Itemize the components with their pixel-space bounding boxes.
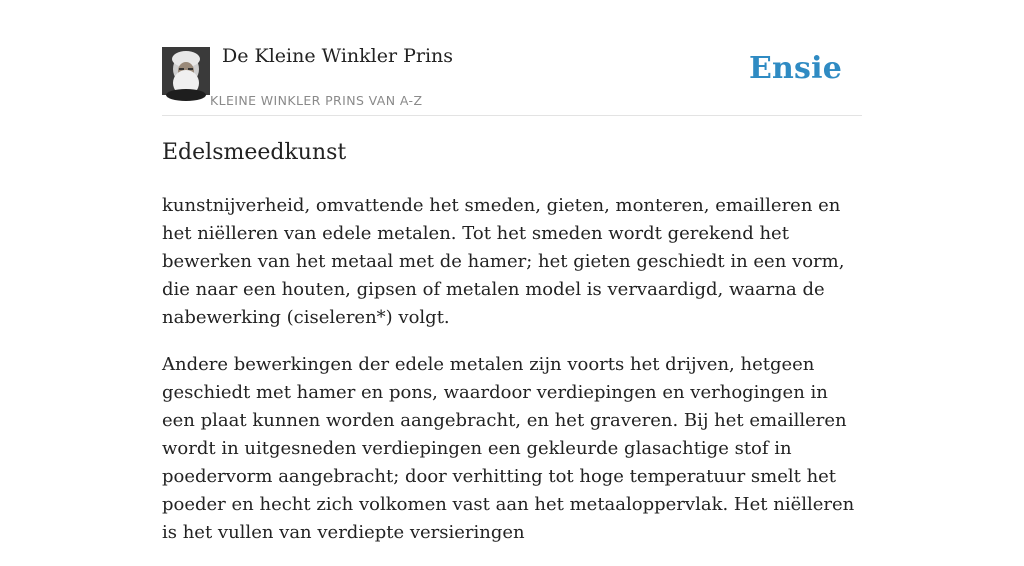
header bbox=[162, 0, 862, 116]
avatar-portrait-graphic bbox=[162, 47, 210, 95]
article-paragraph: kunstnijverheid, omvattende het smeden, gieten, monteren, emailleren en het niëlleren van edele metalen. Tot het smeden wordt gerekend het bewerken van het metaal met de hamer; het gieten geschiedt in een vorm, die naar een houten, gipsen of metalen model is vervaardigd, waarna de nabewerking (ciseleren*) volgt. bbox=[162, 195, 845, 328]
source-subtitle: KLEINE WINKLER PRINS VAN A-Z bbox=[210, 93, 423, 108]
portrait-avatar-icon[interactable] bbox=[162, 47, 210, 95]
ensie-logo[interactable]: Ensie bbox=[748, 51, 842, 86]
article-body bbox=[162, 192, 862, 566]
source-name-link[interactable]: De Kleine Winkler Prins bbox=[222, 45, 454, 67]
article-paragraph: Andere bewerkingen der edele metalen zijn voorts het drijven, hetgeen geschiedt met hamer en pons, waardoor verdiepingen en verhogingen in een plaat kunnen worden aangebracht, en het graveren. Bij het emailleren wordt in uitgesneden verdiepingen een gekleurde glasachtige stof in poedervorm aangebracht; door verhitting tot hoge temperatuur smelt het poeder en hecht zich volkomen vast aan het metaaloppervlak. Het niëlleren is het vullen van verdiepte versieringen bbox=[162, 354, 855, 543]
article-title: Edelsmeedkunst bbox=[162, 140, 347, 165]
